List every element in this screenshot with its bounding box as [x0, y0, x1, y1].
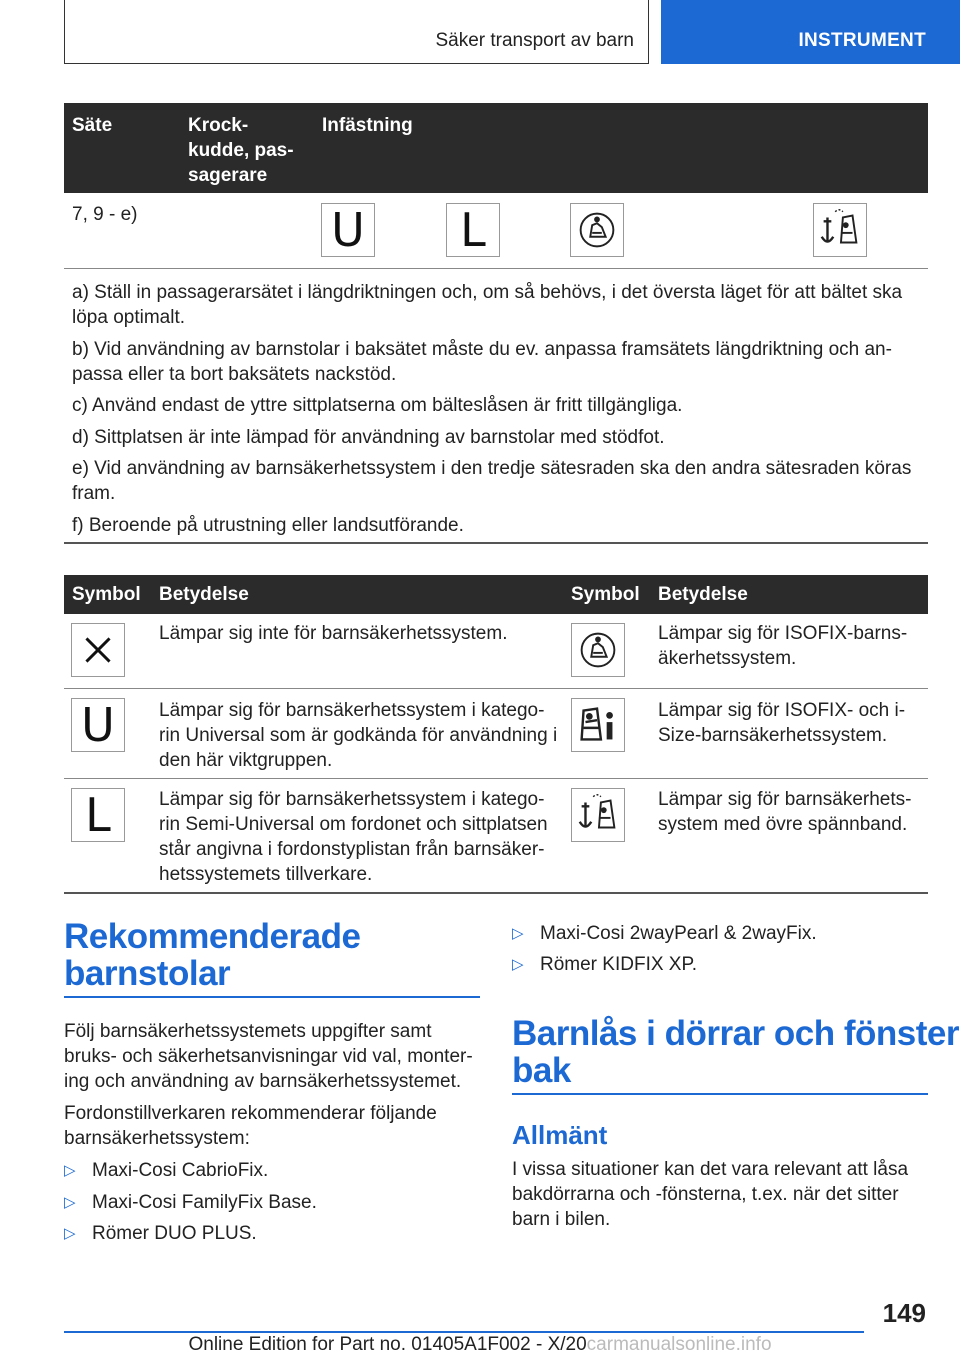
- bullet-triangle-icon: ▷: [512, 925, 524, 942]
- meaning-col-2: Betydelse: [658, 584, 748, 605]
- isofix-seat-icon: [571, 623, 625, 677]
- symbol-col-1: Symbol: [72, 584, 141, 605]
- footnote-b: b) Vid användning av barnstolar i baksätet måste du ev. anpassa framsätets längdriktning och an-passa eller ta bort baksätets nackstöd.: [72, 339, 892, 385]
- heading-recommended-rule: [64, 996, 480, 998]
- bullet-triangle-icon: ▷: [512, 956, 524, 973]
- symbol-table-bottom-rule: [64, 892, 928, 894]
- heading-childlock: Barnlås i dörrar och fönster bak: [512, 1014, 959, 1090]
- heading-childlock-rule: [512, 1093, 928, 1095]
- symbol-row-3-right-text: Lämpar sig för barnsäkerhets- system med övre spännband.: [658, 789, 912, 835]
- symbol-col-2: Symbol: [571, 584, 640, 605]
- symbol-row-3-left-text: Lämpar sig för barnsäkerhetssystem i katego- rin Semi-Universal om fordonet och sittplatsen står angivna i fordonstyplistan från barnsäker- hetssystemets tillverkare.: [159, 789, 548, 885]
- watermark: carmanualsonline.info: [586, 1334, 772, 1355]
- bullet-triangle-icon: ▷: [64, 1194, 76, 1211]
- footnote-d: d) Sittplatsen är inte lämpad för användning av barnstolar med stödfot.: [72, 427, 665, 448]
- bullet-triangle-icon: ▷: [64, 1162, 76, 1179]
- footnote-f: f) Beroende på utrustning eller landsutförande.: [72, 515, 464, 536]
- seat-table-header: [64, 103, 928, 193]
- chapter-title: INSTRUMENT: [798, 30, 926, 51]
- section-title: Säker transport av barn: [435, 30, 634, 51]
- subheading-general: Allmänt: [512, 1120, 608, 1150]
- seat-table-col-airbag: Krock- kudde, pas- sagerare: [188, 115, 294, 186]
- isize-seat-icon: [571, 698, 625, 752]
- symbol-row-1-left-text: Lämpar sig inte för barnsäkerhetssystem.: [159, 623, 508, 644]
- symbol-row-1-right-text: Lämpar sig för ISOFIX-barns- äkerhetssystem.: [658, 623, 908, 669]
- seat-row-divider: [64, 268, 928, 269]
- footnote-c: c) Använd endast de yttre sittplatserna om bälteslåsen är fritt tillgängliga.: [72, 395, 683, 416]
- isofix-seat-icon: [570, 203, 624, 257]
- footer-rule: [64, 1331, 864, 1333]
- meaning-col-1: Betydelse: [159, 584, 249, 605]
- universal-u-icon: U: [321, 203, 375, 257]
- semi-universal-l-icon: L: [446, 203, 500, 257]
- symbol-row-2-divider: [64, 778, 928, 779]
- top-tether-seat-icon: [813, 203, 867, 257]
- seat-table-col-mounting: Infästning: [322, 115, 413, 136]
- footnote-a: a) Ställ in passagerarsätet i längdriktningen och, om så behövs, i det översta läget för att bältet ska löpa optimalt.: [72, 282, 903, 328]
- recommended-para-2: Fordonstillverkaren rekommenderar följande barnsäkerhetssystem:: [64, 1103, 437, 1149]
- header-left-box: [64, 0, 649, 64]
- universal-u-icon: U: [71, 698, 125, 752]
- symbol-row-2-right-text: Lämpar sig för ISOFIX- och i- Size-barnsäkerhetssystem.: [658, 700, 906, 746]
- semi-universal-l-icon: L: [71, 788, 125, 842]
- header-chapter-tab[interactable]: [661, 0, 960, 64]
- symbol-table-header: [64, 575, 928, 614]
- cross-icon: [71, 623, 125, 677]
- top-tether-seat-icon: [571, 788, 625, 842]
- symbol-row-1-divider: [64, 688, 928, 689]
- footer-edition: [0, 1334, 960, 1356]
- bullet-triangle-icon: ▷: [64, 1225, 76, 1242]
- footnote-e: e) Vid användning av barnsäkerhetssystem i den tredje sätesraden ska den andra sätesraden köras fram.: [72, 458, 912, 504]
- recommended-para-1: Följ barnsäkerhetssystemets uppgifter samt bruks- och säkerhetsanvisningar vid val, monter- ing och användning av barnsäkerhetssystemet.: [64, 1021, 473, 1092]
- symbol-row-2-left-text: Lämpar sig för barnsäkerhetssystem i katego- rin Universal som är godkända för användning i den här viktgruppen.: [159, 700, 558, 771]
- heading-recommended: Rekommenderade barnstolar: [64, 917, 361, 993]
- page-number: 149: [882, 1298, 926, 1328]
- childlock-para: I vissa situationer kan det vara relevant att låsa bakdörrarna och -fönsterna, t.ex. när det sitter barn i bilen.: [512, 1159, 909, 1230]
- seat-table-bottom-rule: [64, 542, 928, 544]
- seat-row-label: 7, 9 - e): [72, 204, 138, 225]
- edition-text: Online Edition for Part no. 01405A1F002 - X/20: [188, 1334, 587, 1355]
- seat-table-col-seat: Säte: [72, 115, 113, 136]
